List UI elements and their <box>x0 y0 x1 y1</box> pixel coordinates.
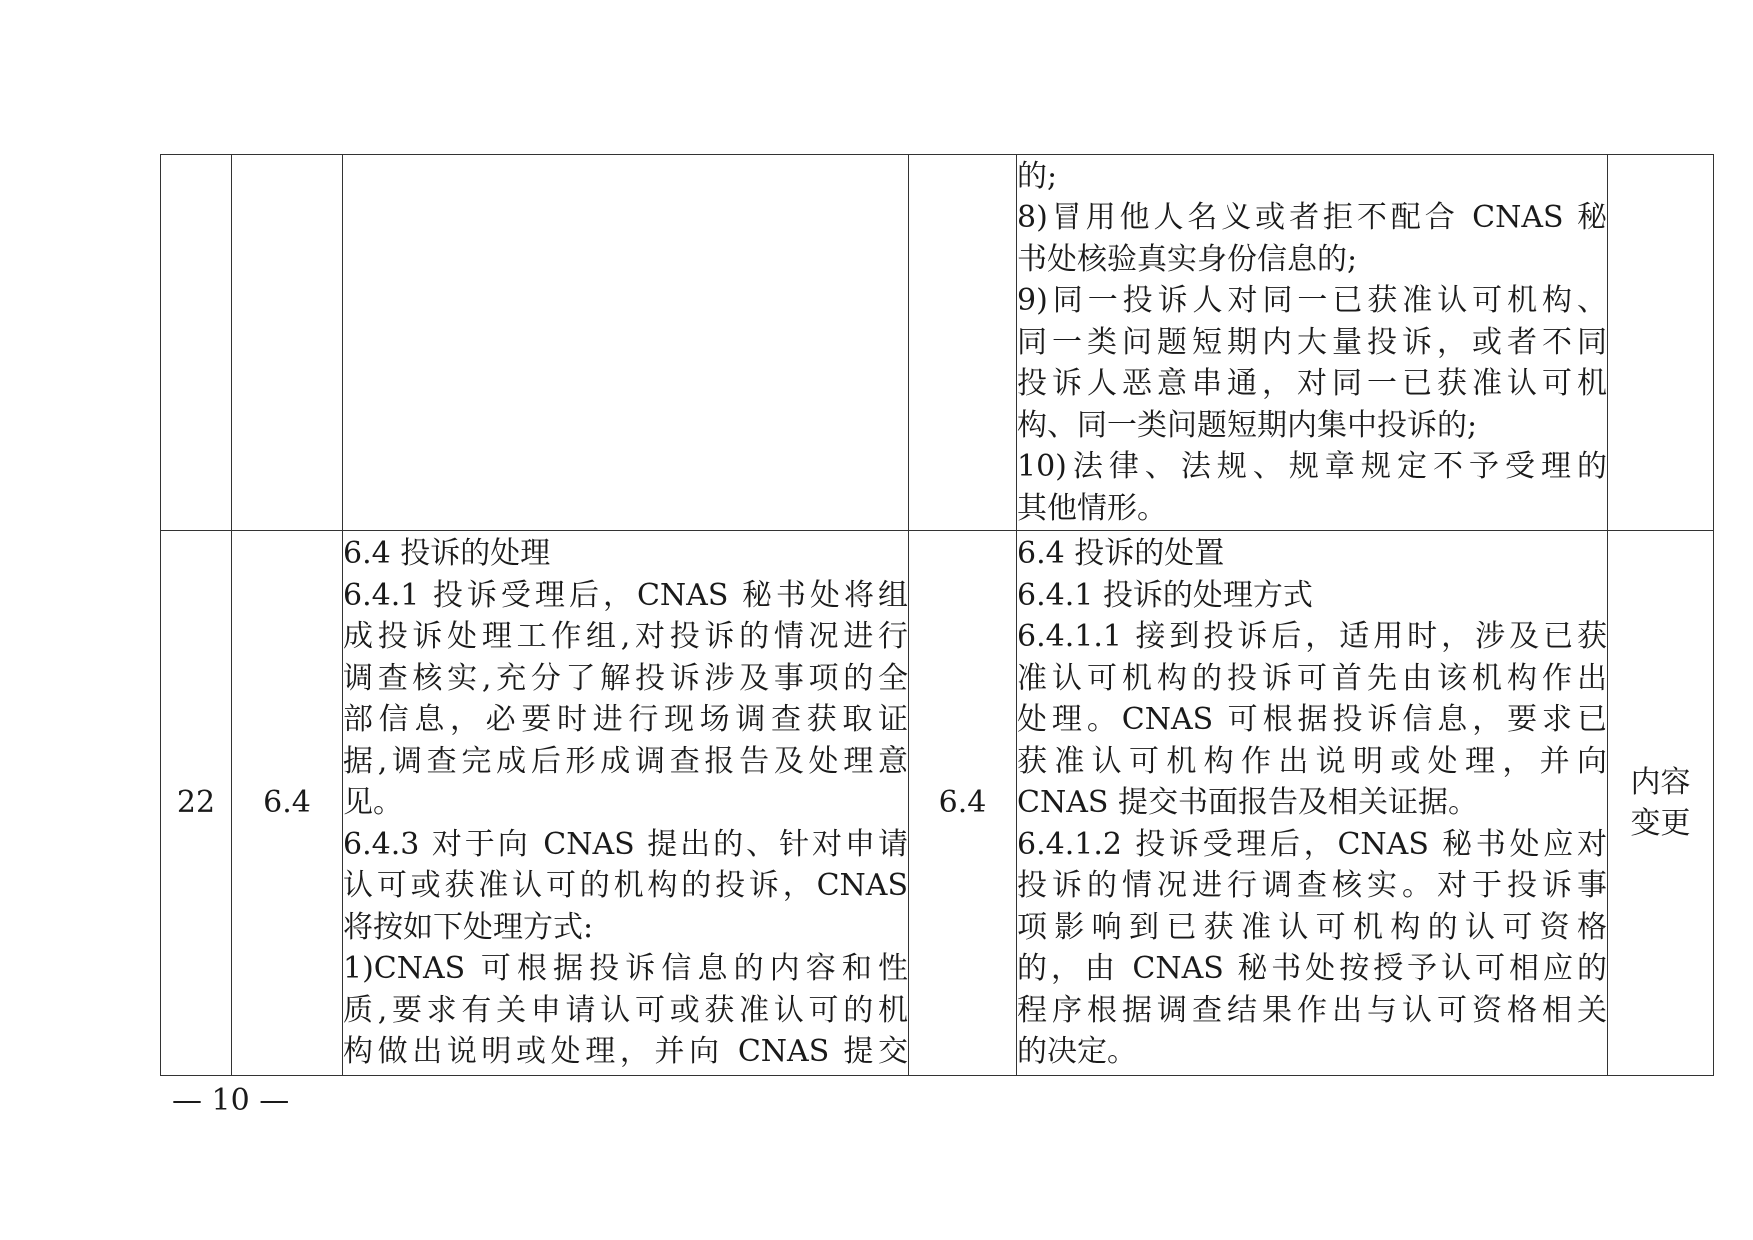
new-clause-cell: 6.4 <box>909 531 1017 1076</box>
text-line: 8)冒用他人名义或者拒不配合 CNAS 秘 <box>1017 200 1607 236</box>
text-line: 部信息，必要时进行现场调查获取证 <box>343 702 908 738</box>
text-line: 获准认可机构作出说明或处理，并向 <box>1017 743 1607 779</box>
text-line: 6.4.1 投诉受理后，CNAS 秘书处将组 <box>343 577 908 613</box>
change-note-cell <box>1608 531 1714 1076</box>
table-row <box>161 155 1714 531</box>
text-line: 6.4 投诉的处理 <box>343 536 551 572</box>
text-line: 据,调查完成后形成调查报告及处理意 <box>343 743 908 779</box>
table-row <box>161 531 1714 1076</box>
text-line: 构、同一类问题短期内集中投诉的; <box>1017 407 1478 443</box>
old-clause-cell: 6.4 <box>232 531 343 1076</box>
note-line: 内容 <box>1630 764 1691 800</box>
text-line: 项影响到已获准认可机构的认可资格 <box>1017 909 1607 945</box>
text-line: 构做出说明或处理，并向 CNAS 提交 <box>343 1034 908 1070</box>
text-line: 9)同一投诉人对同一已获准认可机构、 <box>1017 283 1607 319</box>
new-text-cell <box>1017 155 1608 531</box>
text-line: 6.4.1.1 接到投诉后，适用时，涉及已获 <box>1017 619 1607 655</box>
text-line: 调查核实,充分了解投诉涉及事项的全 <box>343 660 908 696</box>
old-text-cell <box>343 531 909 1076</box>
text-line: 投诉的情况进行调查核实。对于投诉事 <box>1017 868 1607 904</box>
text-line: 6.4 投诉的处置 <box>1017 536 1225 572</box>
text-line: 见。 <box>343 785 403 821</box>
text-line: 成投诉处理工作组,对投诉的情况进行 <box>343 619 908 655</box>
comparison-table <box>160 154 1714 1076</box>
old-clause-cell <box>232 155 343 531</box>
text-line: 将按如下处理方式: <box>343 909 594 945</box>
text-line: 6.4.1.2 投诉受理后，CNAS 秘书处应对 <box>1017 826 1607 862</box>
text-line: 1)CNAS 可根据投诉信息的内容和性 <box>343 951 908 987</box>
old-text-cell <box>343 155 909 531</box>
text-line: 的; <box>1017 158 1058 194</box>
text-line: 6.4.3 对于向 CNAS 提出的、针对申请 <box>343 826 908 862</box>
text-line: CNAS 提交书面报告及相关证据。 <box>1017 785 1478 821</box>
text-line: 10)法律、法规、规章规定不予受理的 <box>1017 449 1607 485</box>
text-line: 质,要求有关申请认可或获准认可的机 <box>343 992 908 1028</box>
new-text-cell <box>1017 531 1608 1076</box>
text-line: 的，由 CNAS 秘书处按授予认可相应的 <box>1017 951 1607 987</box>
row-number-cell <box>161 155 232 531</box>
text-line: 其他情形。 <box>1017 490 1167 526</box>
text-line: 同一类问题短期内大量投诉，或者不同 <box>1017 324 1607 360</box>
note-line: 变更 <box>1630 806 1691 841</box>
change-note-cell <box>1608 155 1714 531</box>
text-line: 6.4.1 投诉的处理方式 <box>1017 577 1313 613</box>
row-number-cell: 22 <box>161 531 232 1076</box>
page-number: — 10 — <box>172 1083 290 1118</box>
new-clause-cell <box>909 155 1017 531</box>
text-line: 程序根据调查结果作出与认可资格相关 <box>1017 992 1607 1028</box>
text-line: 投诉人恶意串通，对同一已获准认可机 <box>1017 366 1607 402</box>
text-line: 准认可机构的投诉可首先由该机构作出 <box>1017 660 1607 696</box>
text-line: 处理。CNAS 可根据投诉信息，要求已 <box>1017 702 1607 738</box>
text-line: 书处核验真实身份信息的; <box>1017 241 1358 277</box>
text-line: 的决定。 <box>1017 1034 1137 1070</box>
text-line: 认可或获准认可的机构的投诉，CNAS <box>343 868 908 904</box>
